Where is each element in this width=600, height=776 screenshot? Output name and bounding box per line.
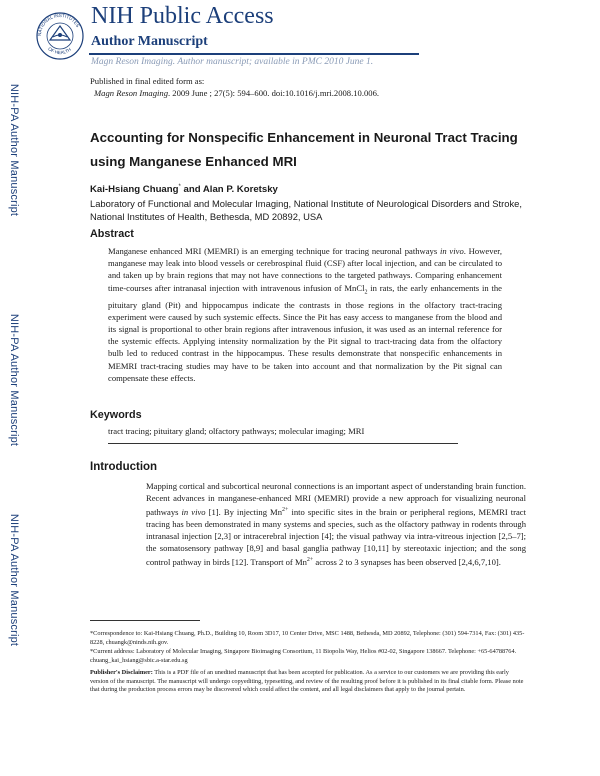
keywords-list: tract tracing; pituitary gland; olfactory pathways; molecular imaging; MRI — [108, 426, 365, 436]
side-watermark-middle: NIH-PA Author Manuscript — [8, 313, 20, 447]
correspondence-footnote: *Correspondence to: Kai-Hsiang Chuang, Ph.D., Building 10, Room 3D17, 10 Center Drive, MSC 1488, Bethesda, MD 20892, Telephone: (301) 594-7314, Fax: (301) 435-8228, chuangk@ninds.nih.gov. — [90, 630, 525, 646]
current-address-footnote: *Current address: Laboratory of Molecular Imaging, Singapore Bioimaging Consortium, 11 Biopolis Way, Helios #02-02, Singapore 138667. Telephone: +65-64788764. chuang_kai_hsiang@sbic.a-star.edu.sg — [90, 648, 517, 664]
keywords-heading: Keywords — [90, 409, 142, 421]
publication-info — [90, 75, 379, 99]
citation-details: . 2009 June ; 27(5): 594–600. doi:10.1016/j.mri.2008.10.006. — [168, 88, 380, 98]
affiliation: Laboratory of Functional and Molecular Imaging, National Institute of Neurological Disorders and Stroke, National Institutes of Health, Bethesda, MD 20892, USA — [90, 198, 523, 222]
abstract-heading: Abstract — [90, 228, 134, 240]
svg-text:NATIONAL INSTITUTES: NATIONAL INSTITUTES — [36, 12, 81, 37]
introduction-body: Mapping cortical and subcortical neuronal connections is an important aspect of understanding brain function. Recent advances in manganese-enhanced MRI (MEMRI) provide a new approach for visualizing neuronal pathways in vivo [1]. By injecting $Mn^{2+}$ into specific sites in the brain or peripheral regions, MEMRI tract tracing has been demonstrated in many systems and species, such as the olfactory pathway in rodents through intranasal injection [2,3] or intracerebral injection [4]; the visual pathway via intra-vitreous injection [2,5–7]; the somatosensory pathway [8,9] and basal ganglia pathway [10,11] by stereotaxic injection; and the song control pathway in birds [12]. Transport of $Mn^{2+}$ across 2 to 3 synapses has been observed [2,4,6,7,10]. — [146, 481, 527, 568]
nih-seal-logo — [35, 6, 85, 66]
header-rule — [89, 53, 419, 55]
publisher-disclaimer: Publisher's Disclaimer: This is a PDF file of an unedited manuscript that has been accepted for publication. As a service to our customers we are providing this early version of the manuscript. The manuscript will undergo copyediting, typesetting, and review of the resulting proof before it is published in its final citable form. Please note that during the production process errors may be discovered which could affect the content, and all legal disclaimers that apply to the journal pertain. — [90, 669, 524, 694]
citation-line — [90, 87, 379, 99]
author-1-mark: * — [178, 184, 181, 190]
author-1: Kai-Hsiang Chuang — [90, 184, 179, 196]
author-list — [90, 184, 278, 195]
keywords-rule — [108, 443, 458, 444]
author-joiner: and — [180, 184, 203, 196]
svg-text:OF HEALTH: OF HEALTH — [47, 46, 72, 56]
journal-name: Magn Reson Imaging — [94, 88, 168, 98]
footnote-rule — [90, 620, 200, 621]
side-watermark-bottom: NIH-PA Author Manuscript — [8, 513, 20, 647]
introduction-heading: Introduction — [90, 461, 158, 473]
published-label: Published in final edited form as: — [90, 76, 205, 86]
nih-public-access-title: NIH Public Access — [91, 3, 274, 29]
author-manuscript-label: Author Manuscript — [91, 34, 208, 49]
author-2: Alan P. Koretsky — [202, 184, 278, 196]
availability-note: Magn Reson Imaging. Author manuscript; available in PMC 2010 June 1. — [91, 57, 374, 67]
paper-title: Accounting for Nonspecific Enhancement in Neuronal Tract Tracing using Manganese Enhanced MRI — [90, 130, 518, 169]
abstract-body: Manganese enhanced MRI (MEMRI) is an emerging technique for tracing neuronal pathways in vivo. However, manganese may leak into blood vessels or cerebrospinal fluid (CSF) after local injection, and can be circulated to and taken up by brain regions that may not have connections to the targeted pathways. Comparing enhancement time-courses after intranasal injection with intravenous infusion of MnCl$_2$ in rats, the early enhancements in the pituitary gland (Pit) and hippocampus indicate the contrasts in those regions in the olfactory tract-tracing experiment were caused by such systemic effects. Since the Pit has easy access to manganese from the blood and its signal is proportional to other brain regions after intravenous infusion, it was used as an internal reference for the systemic effects. Applying intensity normalization by the Pit signal to tract-tracing data from the olfactory bulb led to reduced contrast in the hippocampus. These results demonstrate that nonspecific enhancements in MEMRI tract-tracing studies may have to be taken into account and that normalization by the Pit signal can compensate these effects. — [108, 246, 502, 383]
side-watermark-top: NIH-PA Author Manuscript — [8, 83, 20, 217]
